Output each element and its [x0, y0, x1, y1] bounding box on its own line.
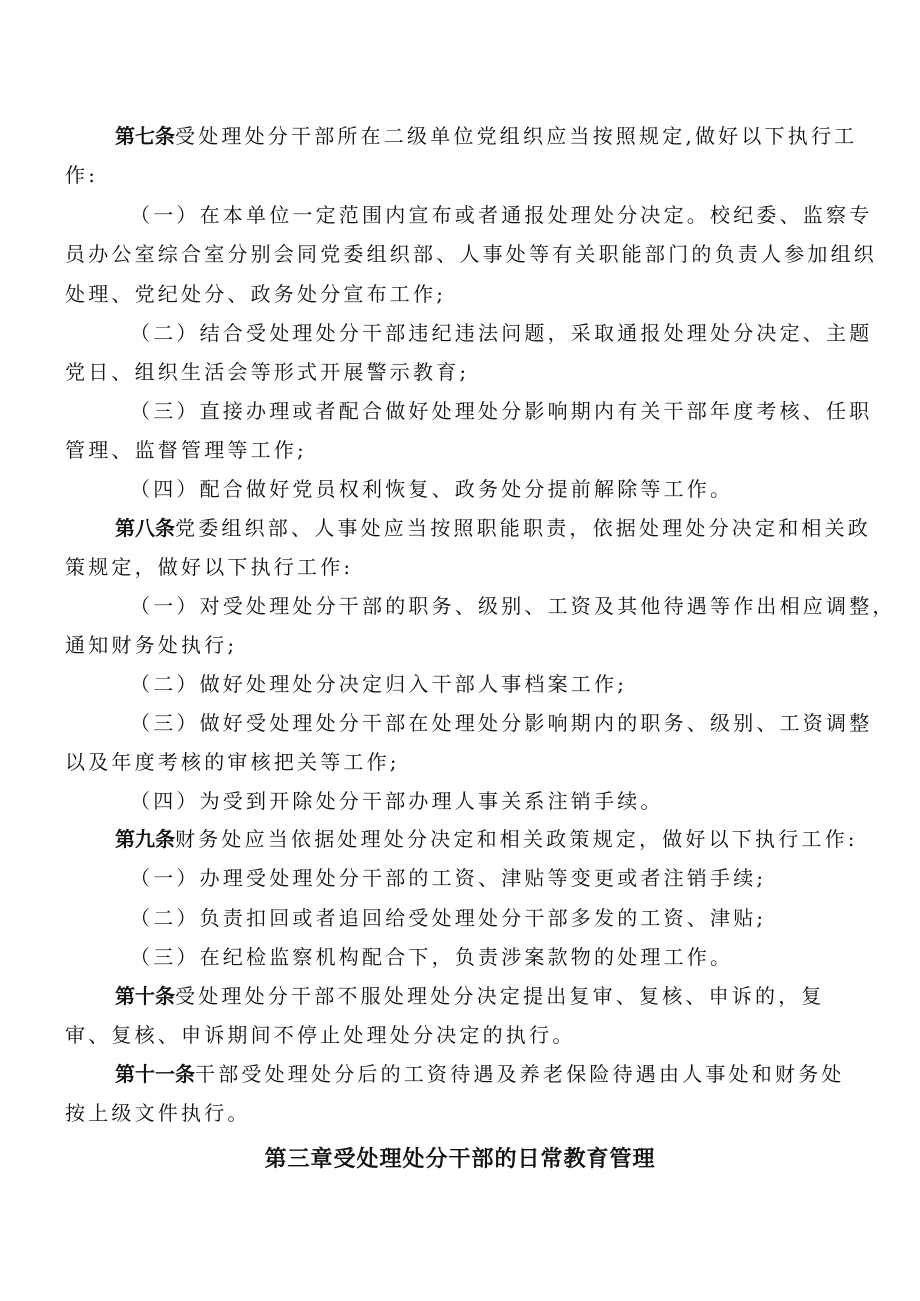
article-7-line-2: 作: — [65, 163, 99, 187]
article-9-item-3: （三）在纪检监察机构配合下，负责涉案款物的处理工作。 — [130, 945, 734, 969]
article-7-item-1: （一）在本单位一定范围内宣布或者通报处理处分决定。校纪委、监察专 — [130, 203, 873, 227]
article-10-label: 第十条 — [115, 984, 175, 1008]
article-8-item-2: （二）做好处理处分决定归入干部人事档案工作; — [130, 672, 628, 696]
article-8-line-1: 第八条党委组织部、人事处应当按照职能职责，依据处理处分决定和相关政 — [115, 516, 871, 540]
article-9-item-1: （一）办理受处理处分干部的工资、津贴等变更或者注销手续; — [130, 866, 767, 890]
article-7-item-4: （四）配合做好党员权利恢复、政务处分提前解除等工作。 — [130, 477, 734, 501]
article-9-label: 第九条 — [115, 827, 175, 851]
article-7-item-1-cont-2: 处理、党纪处分、政务处分宣布工作; — [65, 282, 447, 306]
article-9-line-1: 第九条财务处应当依据处理处分决定和相关政策规定，做好以下执行工作: — [115, 827, 858, 851]
chapter-3-heading: 第三章受处理处分干部的日常教育管理 — [264, 1147, 656, 1172]
article-7-label: 第七条 — [115, 124, 175, 148]
article-11-label: 第十一条 — [115, 1062, 195, 1086]
article-9-item-2: （二）负责扣回或者追回给受处理处分干部多发的工资、津贴; — [130, 906, 767, 930]
article-8-label: 第八条 — [115, 516, 175, 540]
article-8-item-3-cont: 以及年度考核的审核把关等工作; — [65, 750, 400, 774]
article-11-line-1: 第十一条干部受处理处分后的工资待遇及养老保险待遇由人事处和财务处 — [115, 1062, 845, 1086]
article-8-item-1-cont: 通知财务处执行; — [65, 633, 238, 657]
article-8-item-4: （四）为受到开除处分干部办理人事关系注销手续。 — [130, 789, 664, 813]
article-8-item-1: （一）对受处理处分干部的职务、级别、工资及其他待遇等作出相应调整， — [130, 594, 896, 618]
article-7-item-3-cont: 管理、监督管理等工作; — [65, 438, 307, 462]
article-11-line-2: 按上级文件执行。 — [65, 1101, 251, 1125]
article-7-line-1: 第七条受处理处分干部所在二级单位党组织应当按照规定,做好以下执行工 — [115, 124, 858, 148]
article-8-line-2: 策规定，做好以下执行工作: — [65, 555, 354, 579]
article-10-line-2: 审、复核、申诉期间不停止处理处分决定的执行。 — [65, 1023, 576, 1047]
article-10-line-1: 第十条受处理处分干部不服处理处分决定提出复审、复核、申诉的，复 — [115, 984, 825, 1008]
article-7-item-3: （三）直接办理或者配合做好处理处分影响期内有关干部年度考核、任职 — [130, 399, 873, 423]
article-7-item-1-cont: 员办公室综合室分别会同党委组织部、人事处等有关职能部门的负责人参加组织 — [65, 242, 877, 266]
article-8-item-3: （三）做好受处理处分干部在处理处分影响期内的职务、级别、工资调整 — [130, 711, 873, 735]
article-7-item-2: （二）结合受处理处分干部违纪违法问题，采取通报处理处分决定、主题 — [130, 321, 873, 345]
article-7-item-2-cont: 党日、组织生活会等形式开展警示教育; — [65, 360, 470, 384]
